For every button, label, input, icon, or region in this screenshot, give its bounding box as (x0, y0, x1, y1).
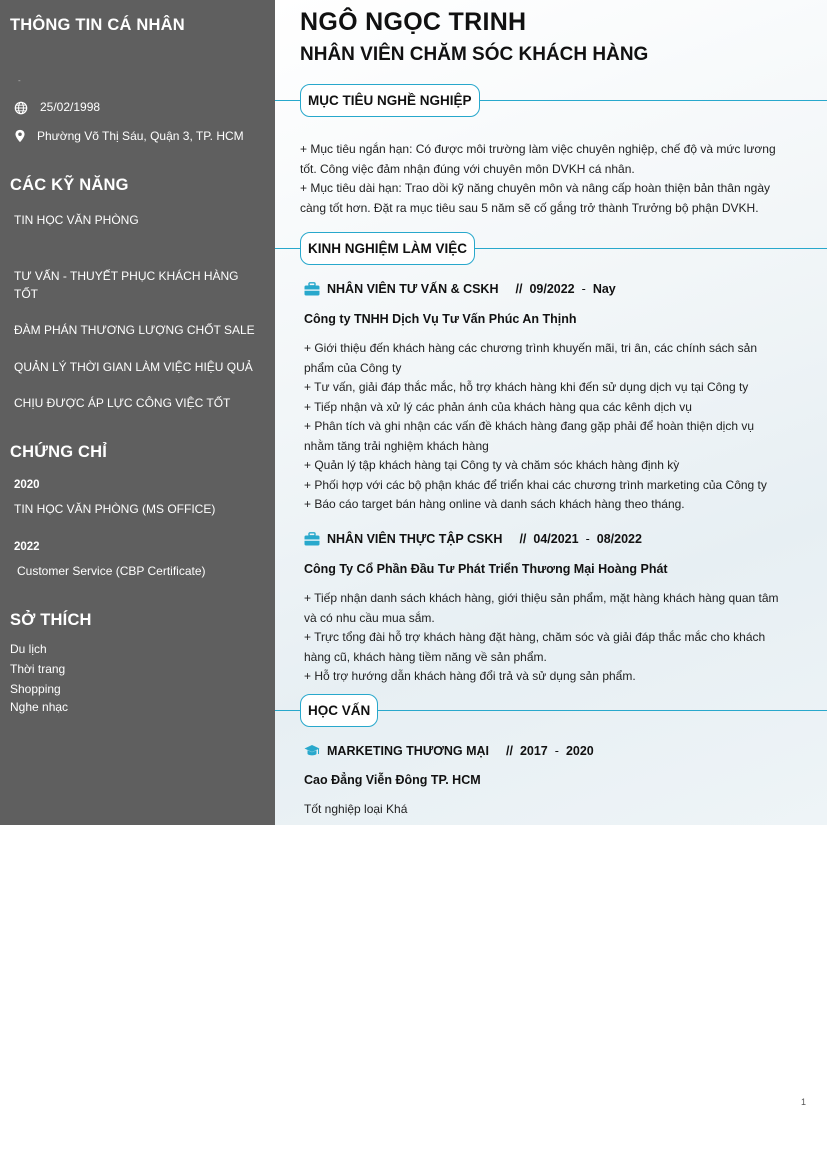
education-result: Tốt nghiệp loại Khá (304, 802, 408, 816)
location-pin-icon (13, 129, 27, 143)
candidate-name: NGÔ NGỌC TRINH (300, 8, 527, 36)
job-end-date: Nay (592, 282, 616, 296)
hobby-item: Du lịch (10, 642, 47, 656)
duty-line: + Trực tổng đài hỗ trợ khách hàng đặt hàng, chăm sóc và giải đáp thắc mắc cho khách (304, 630, 766, 644)
hidden-contact-line: - (18, 76, 21, 85)
hobby-item: Shopping (10, 682, 61, 696)
separator: // (515, 282, 523, 296)
date-dash: - (554, 744, 559, 758)
job-duties (304, 589, 814, 687)
duty-line: + Tư vấn, giải đáp thắc mắc, hỗ trợ khách hàng khi đến sử dụng dịch vụ tại Công ty (304, 380, 749, 394)
skill-item-continuation: TỐT (14, 287, 38, 301)
cert-year: 2020 (14, 479, 40, 491)
duty-line: nhằm tăng trải nghiệm khách hàng (304, 438, 489, 453)
job-start-date: 09/2022 (529, 282, 575, 296)
hobby-item: Nghe nhạc (10, 700, 69, 714)
objective-line: tốt. Công việc đảm nhận đúng với chuyên môn DVKH cá nhân. (300, 161, 635, 176)
cert-name: Customer Service (CBP Certificate) (17, 564, 206, 578)
birthdate: 25/02/1998 (40, 100, 101, 114)
education-header (304, 744, 594, 758)
cert-year: 2022 (14, 541, 40, 553)
objective-heading: MỤC TIÊU NGHỀ NGHIỆP (300, 84, 480, 117)
job-title: NHÂN VIÊN CHĂM SÓC KHÁCH HÀNG (300, 44, 649, 65)
education-end: 2020 (565, 744, 594, 758)
date-dash: - (585, 532, 590, 546)
page-number: 1 (801, 1097, 807, 1107)
date-dash: - (581, 282, 586, 296)
education-start: 2017 (519, 744, 548, 758)
hobby-item: Thời trang (10, 662, 66, 676)
duty-line: phẩm của Công ty (304, 360, 402, 375)
company-name: Công Ty Cổ Phần Đầu Tư Phát Triển Thương Mại Hoàng Phát (304, 562, 668, 576)
duty-line: + Tiếp nhận và xử lý các phản ánh của khách hàng qua các kênh dịch vụ (304, 399, 692, 414)
job-header (304, 532, 642, 546)
job-position: NHÂN VIÊN THỰC TẬP CSKH (327, 532, 503, 546)
skill-item: QUẢN LÝ THỜI GIAN LÀM VIỆC HIỆU QUẢ (14, 360, 253, 374)
duty-line: hàng cũ, khách hàng tiềm năng về sản phẩm. (304, 649, 547, 664)
briefcase-icon (304, 532, 320, 546)
education-heading: HỌC VẤN (300, 694, 378, 727)
job-header (304, 282, 616, 296)
education-major: MARKETING THƯƠNG MẠI (327, 744, 489, 758)
skill-item: CHỊU ĐƯỢC ÁP LỰC CÔNG VIỆC TỐT (14, 396, 231, 410)
duty-line: + Báo cáo target bán hàng online và danh sách khách hàng theo tháng. (304, 497, 685, 511)
duty-line: + Giới thiệu đến khách hàng các chương trình khuyến mãi, tri ân, các chính sách sản (304, 341, 758, 355)
objective-text (300, 140, 810, 218)
skill-item: TIN HỌC VĂN PHÒNG (14, 213, 139, 227)
certificates-heading: CHỨNG CHỈ (10, 443, 108, 461)
duty-line: và có nhu cầu mua sắm. (304, 610, 435, 625)
duty-line: + Tiếp nhận danh sách khách hàng, giới thiệu sản phẩm, mặt hàng khách hàng quan tâm (304, 591, 779, 605)
cert-name: TIN HỌC VĂN PHÒNG (MS OFFICE) (14, 502, 216, 516)
address: Phường Võ Thị Sáu, Quận 3, TP. HCM (37, 129, 244, 143)
graduation-cap-icon (304, 744, 320, 758)
job-duties (304, 339, 814, 515)
hobbies-heading: SỞ THÍCH (10, 611, 92, 629)
duty-line: + Hỗ trợ hướng dẫn khách hàng đổi trả và sử dụng sản phẩm. (304, 669, 636, 683)
skill-item: TƯ VẤN - THUYẾT PHỤC KHÁCH HÀNG (14, 269, 239, 283)
separator: // (519, 532, 527, 546)
duty-line: + Phân tích và ghi nhận các vấn đề khách hàng đang gặp phải để hoàn thiện dịch vụ (304, 419, 755, 433)
job-position: NHÂN VIÊN TƯ VẤN & CSKH (327, 282, 499, 296)
objective-line: càng tốt hơn. Đặt ra mục tiêu sau 5 năm sẽ cố gắng trở thành Trưởng bộ phận DVKH. (300, 200, 759, 215)
experience-heading: KINH NGHIỆM LÀM VIỆC (300, 232, 475, 265)
briefcase-icon (304, 282, 320, 296)
globe-icon (14, 101, 28, 115)
objective-line: + Mục tiêu ngắn hạn: Có được môi trường làm việc chuyên nghiệp, chế độ và mức lương (300, 142, 776, 156)
school-name: Cao Đẳng Viễn Đông TP. HCM (304, 773, 481, 787)
objective-line: + Mục tiêu dài hạn: Trao dồi kỹ năng chuyên môn và nâng cấp hoàn thiện bản thân ngày (300, 181, 770, 195)
duty-line: + Quản lý tập khách hàng tại Công ty và chăm sóc khách hàng định kỳ (304, 458, 680, 472)
sidebar (0, 0, 275, 825)
duty-line: + Phối hợp với các bộ phận khác để triển khai các chương trình marketing của Công ty (304, 477, 767, 492)
personal-info-heading: THÔNG TIN CÁ NHÂN (10, 16, 185, 34)
skill-item: ĐÀM PHÁN THƯƠNG LƯỢNG CHỐT SALE (14, 323, 255, 337)
company-name: Công ty TNHH Dịch Vụ Tư Vấn Phúc An Thịnh (304, 312, 577, 326)
job-start-date: 04/2021 (533, 532, 579, 546)
job-end-date: 08/2022 (596, 532, 642, 546)
separator: // (506, 744, 513, 758)
skills-heading: CÁC KỸ NĂNG (10, 176, 129, 194)
